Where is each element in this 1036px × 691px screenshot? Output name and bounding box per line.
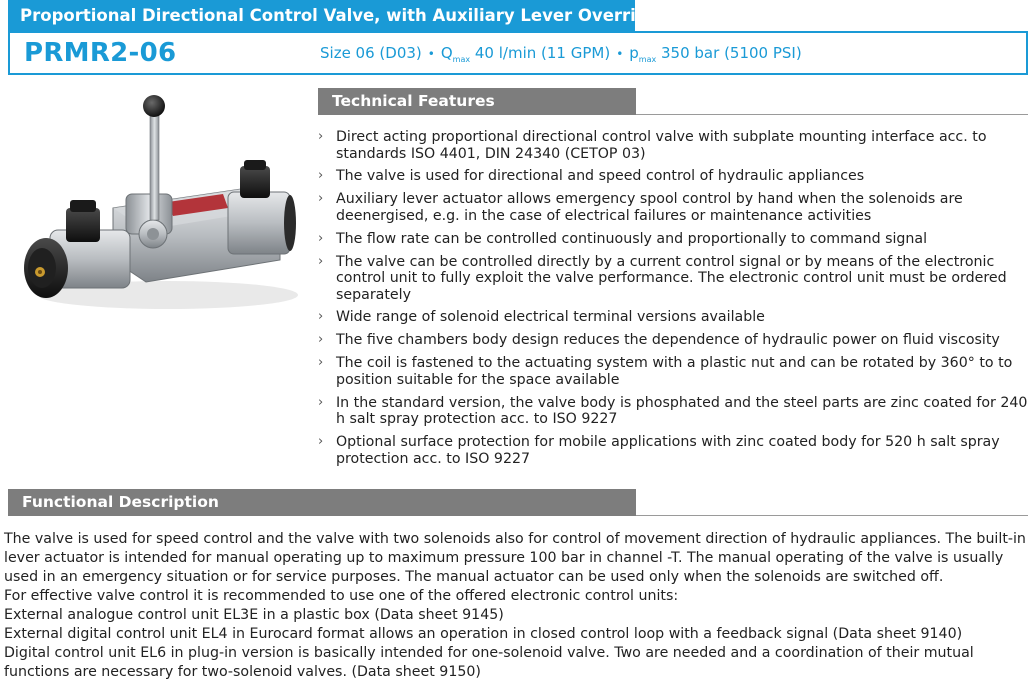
spec-size: Size 06 (D03) [320, 44, 422, 62]
feature-text: In the standard version, the valve body is phosphated and the steel parts are zinc coated for 240 h salt spray protection acc. to ISO 9227 [336, 394, 1028, 428]
bullet-icon: › [318, 434, 324, 450]
feature-text: Optional surface protection for mobile applications with zinc coated body for 520 h salt spray protection acc. to ISO 9227 [336, 434, 1000, 467]
technical-features-heading [318, 88, 636, 115]
feature-text: The coil is fastened to the actuating system with a plastic nut and can be rotated by 360° to to position suitable for the space available [336, 355, 1013, 388]
bullet-icon: › [318, 230, 324, 246]
spec-p-symbol: p [629, 44, 639, 62]
valve-product-image [18, 90, 308, 315]
spec-separator: • [616, 47, 624, 61]
bullet-icon: › [318, 309, 324, 325]
page-title: Proportional Directional Control Valve, with Auxiliary Lever Override [20, 6, 659, 25]
model-header [8, 31, 1028, 75]
feature-text: The valve is used for directional and speed control of hydraulic appliances [336, 168, 865, 185]
bullet-icon: › [318, 332, 324, 348]
feature-item [318, 129, 1030, 162]
functional-description-body [4, 530, 1029, 682]
feature-text: The flow rate can be controlled continuously and proportionally to command signal [336, 230, 928, 247]
feature-item [318, 254, 1030, 304]
spec-p-sub: max [638, 55, 657, 64]
feature-item [318, 191, 1030, 224]
bullet-icon: › [318, 355, 324, 371]
functional-paragraph: Digital control unit EL6 in plug-in version is basically intended for one-solenoid valve. Two are needed and a coordination of their mutual functions are necessary for two-solenoid valves. (Data sheet 9150) [4, 645, 974, 680]
feature-text: Direct acting proportional directional control valve with subplate mounting interface acc. to standards ISO 4401, DIN 24340 (CETOP 03) [336, 129, 987, 162]
feature-item [318, 395, 1030, 428]
spec-p-value: 350 bar (5100 PSI) [661, 44, 802, 62]
feature-item [318, 309, 1030, 326]
spec-separator: • [427, 47, 435, 61]
spec-q-symbol: Q [440, 44, 453, 62]
functional-paragraph: The valve is used for speed control and the valve with two solenoids also for control of movement direction of hydraulic appliances. The built-in lever actuator is intended for manual operating up to maximum pressure 100 bar in channel -T. The manual operating of the valve is usually used in an emergency situation or for service purposes. The manual actuator can be used only when the solenoids are switched off. [4, 531, 1026, 585]
section-divider [636, 114, 1028, 115]
bullet-icon: › [318, 394, 324, 410]
functional-description-heading [8, 489, 636, 516]
bullet-icon: › [318, 253, 324, 269]
feature-item [318, 231, 1030, 248]
functional-paragraph: External digital control unit EL4 in Eurocard format allows an operation in closed control loop with a feedback signal (Data sheet 9140) [4, 626, 963, 642]
feature-text: Wide range of solenoid electrical terminal versions available [336, 309, 765, 326]
spec-line [320, 33, 802, 80]
functional-paragraph: For effective valve control it is recommended to use one of the offered electronic control units: [4, 588, 679, 604]
bullet-icon: › [318, 129, 324, 144]
functional-description-title: Functional Description [22, 493, 219, 511]
feature-item [318, 355, 1030, 388]
feature-text: The five chambers body design reduces the dependence of hydraulic power on fluid viscosity [336, 332, 1000, 349]
feature-item [318, 332, 1030, 349]
technical-features-list [318, 129, 1030, 473]
bullet-icon: › [318, 168, 324, 184]
functional-paragraph: External analogue control unit EL3E in a plastic box (Data sheet 9145) [4, 607, 504, 623]
feature-item [318, 168, 1030, 185]
section-divider [636, 515, 1028, 516]
bullet-icon: › [318, 191, 324, 207]
technical-features-title: Technical Features [332, 92, 495, 110]
page-title-bar [8, 0, 659, 31]
spec-q-value: 40 l/min (11 GPM) [474, 44, 611, 62]
model-name: PRMR2-06 [24, 38, 177, 68]
feature-item [318, 434, 1030, 467]
spec-q-sub: max [452, 55, 471, 64]
feature-text: Auxiliary lever actuator allows emergency spool control by hand when the solenoids are deenergised, e.g. in the case of electrical failures or maintenance activities [336, 191, 963, 224]
feature-text: The valve can be controlled directly by a current control signal or by means of the electronic control unit to fully exploit the valve performance. The electronic control unit must be ordered separately [336, 253, 1007, 303]
